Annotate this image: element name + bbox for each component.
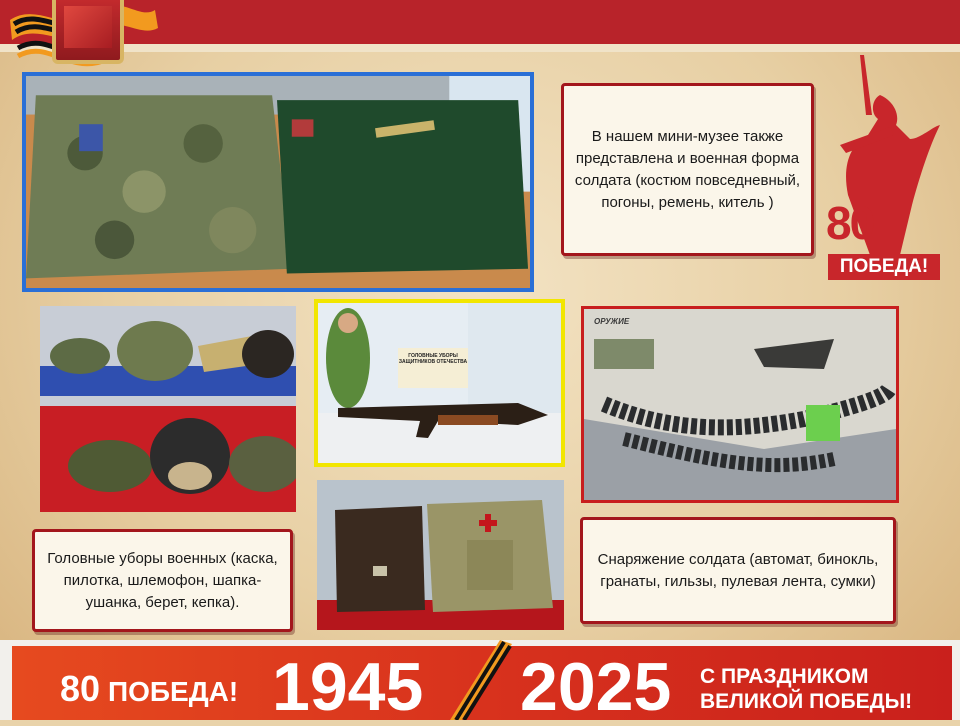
banner-number: 80 (60, 668, 101, 709)
poster-label: ГОЛОВНЫЕ УБОРЫ ЗАЩИТНИКОВ ОТЕЧЕСТВА (398, 353, 468, 365)
medal-icon (52, 0, 124, 64)
photo-weapons-display (314, 299, 565, 467)
photo-bags (317, 480, 564, 630)
banner-year-start: 1945 (272, 649, 424, 725)
emblem-word: ПОБЕДА! (828, 254, 940, 280)
banner-word: ПОБЕДА! (108, 676, 239, 707)
caption-headwear (32, 529, 293, 632)
photo-equipment (581, 306, 899, 503)
caption-uniform-text: В нашем мини-музее также представлена и военная форма солдата (костюм повседневный, погоны, ремень, китель ) (574, 127, 801, 211)
st-george-ribbon-icon (440, 640, 520, 720)
caption-headwear-text: Головные уборы военных (каска, пилотка, шлемофон, шапка-ушанка, берет, кепка). (47, 549, 278, 611)
photo-headwear (40, 306, 296, 512)
banner-greeting (700, 664, 912, 714)
banner-year-end: 2025 (520, 649, 672, 725)
caption-equipment (580, 517, 896, 624)
banner-greeting-line2: ВЕЛИКОЙ ПОБЕДЫ! (700, 690, 913, 713)
weapons-stand-label: ОРУЖИЕ (594, 317, 630, 326)
banner-greeting-line1: С ПРАЗДНИКОМ (700, 665, 869, 688)
emblem-number: 80 (826, 197, 874, 249)
photo-uniform (22, 72, 534, 292)
caption-uniform (561, 83, 814, 256)
caption-equipment-text: Снаряжение солдата (автомат, бинокль, гранаты, гильзы, пулевая лента, сумки) (597, 550, 879, 590)
